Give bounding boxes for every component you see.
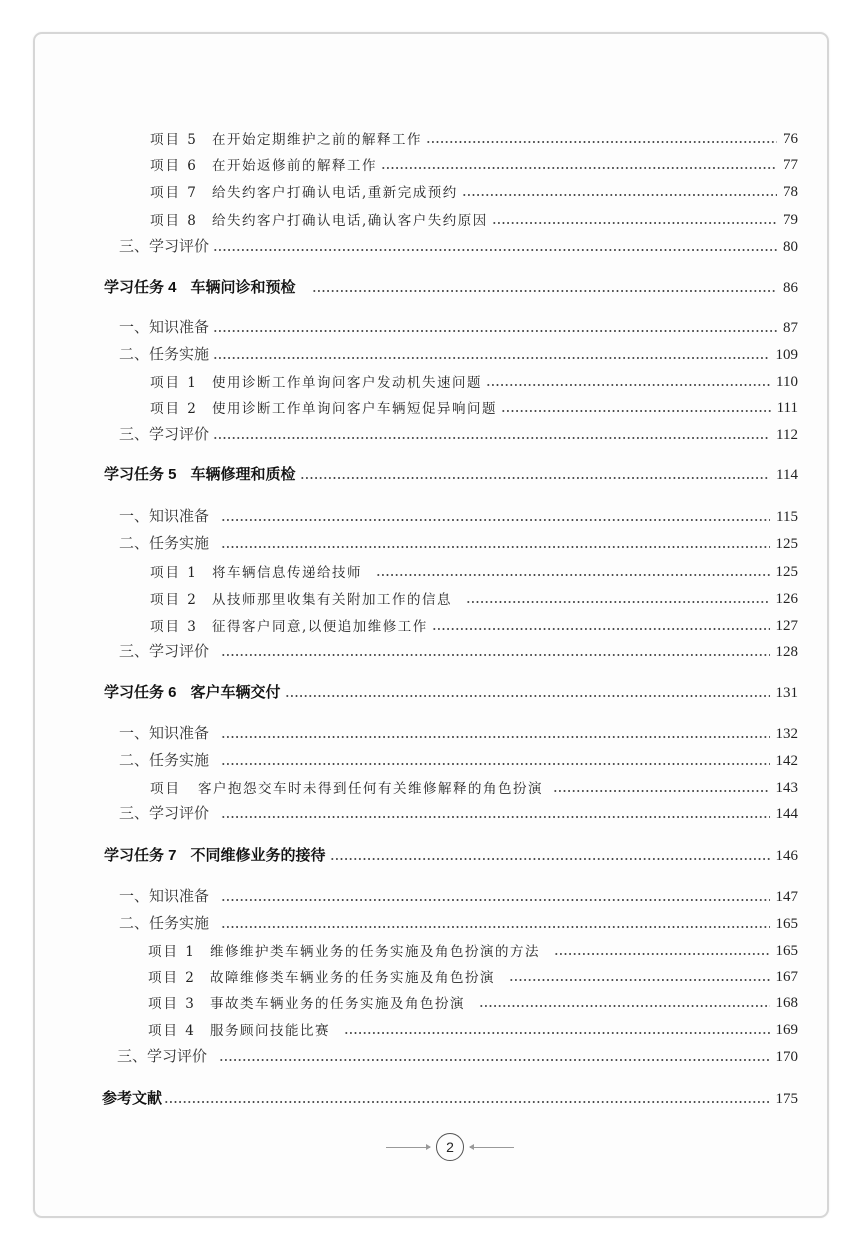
toc-entry[interactable] bbox=[0, 936, 860, 960]
toc-entry-title: 二、任务实施 bbox=[119, 536, 210, 552]
toc-task-number: 学习任务 7 bbox=[104, 847, 177, 864]
toc-entry-number: 项目 4 bbox=[148, 1023, 196, 1039]
toc-entry-page: 79 bbox=[783, 212, 798, 228]
toc-entry[interactable] bbox=[0, 150, 860, 174]
dot-leader bbox=[300, 477, 771, 479]
toc-entry-page: 78 bbox=[783, 184, 798, 200]
dot-leader bbox=[509, 979, 770, 981]
toc-entry-title: 一、知识准备 bbox=[119, 509, 210, 525]
toc-entry-number: 项目 3 bbox=[150, 619, 198, 635]
dot-leader bbox=[219, 1059, 769, 1061]
dot-leader bbox=[221, 519, 770, 521]
dot-leader bbox=[344, 1032, 770, 1034]
toc-entry[interactable] bbox=[0, 988, 860, 1012]
toc-entry-number: 项目 7 bbox=[150, 185, 198, 201]
toc-entry-page: 142 bbox=[775, 753, 798, 769]
toc-entry-number: 项目 8 bbox=[150, 213, 198, 229]
toc-entry-page: 165 bbox=[775, 943, 798, 959]
toc-entry-page: 76 bbox=[783, 131, 798, 147]
toc-entry-title: 给失约客户打确认电话,确认客户失约原因 bbox=[212, 213, 488, 229]
toc-task-title: 客户车辆交付 bbox=[190, 684, 281, 701]
dot-leader bbox=[462, 194, 777, 196]
toc-entry-title: 在开始定期维护之前的解释工作 bbox=[212, 132, 422, 148]
toc-task-title: 车辆问诊和预检 bbox=[190, 279, 296, 296]
dot-leader bbox=[213, 249, 777, 251]
toc-entry-title: 服务顾问技能比赛 bbox=[210, 1023, 330, 1039]
toc-entry-number: 项目 1 bbox=[148, 944, 196, 960]
toc-entry-page: 175 bbox=[775, 1091, 798, 1107]
toc-entry-number: 项目 2 bbox=[150, 401, 198, 417]
toc-entry-page: 128 bbox=[775, 644, 798, 660]
toc-entry[interactable] bbox=[0, 340, 860, 364]
toc-entry-page: 125 bbox=[775, 564, 798, 580]
dot-leader bbox=[221, 926, 769, 928]
toc-entry-title: 给失约客户打确认电话,重新完成预约 bbox=[212, 185, 458, 201]
toc-entry-title: 征得客户同意,以便追加维修工作 bbox=[212, 619, 428, 635]
toc-entry[interactable] bbox=[0, 773, 860, 797]
toc-entry[interactable] bbox=[0, 1042, 860, 1066]
dot-leader bbox=[221, 763, 769, 765]
toc-task-heading[interactable] bbox=[0, 678, 860, 702]
dot-leader bbox=[492, 222, 777, 224]
toc-entry-title: 二、任务实施 bbox=[119, 347, 210, 363]
toc-entry-page: 132 bbox=[775, 726, 798, 742]
toc-entry[interactable] bbox=[0, 584, 860, 608]
toc-entry-page: 109 bbox=[775, 347, 798, 363]
toc-entry-title: 三、学习评价 bbox=[119, 644, 210, 660]
toc-entry-title: 三、学习评价 bbox=[119, 427, 210, 443]
toc-entry[interactable] bbox=[0, 637, 860, 661]
toc-entry-page: 125 bbox=[775, 536, 798, 552]
toc-entry-title: 使用诊断工作单询问客户车辆短促异响问题 bbox=[212, 401, 497, 417]
toc-entry-page: 111 bbox=[776, 400, 798, 416]
toc-entry[interactable] bbox=[0, 502, 860, 526]
toc-entry[interactable] bbox=[0, 746, 860, 770]
dot-leader bbox=[221, 654, 769, 656]
toc-entry-page: 143 bbox=[775, 780, 798, 796]
dot-leader bbox=[330, 858, 770, 860]
toc-entry-number: 项目 bbox=[150, 781, 181, 797]
dot-leader bbox=[553, 790, 770, 792]
arrow-left-icon bbox=[470, 1147, 514, 1148]
toc-entry-page: 114 bbox=[776, 467, 798, 483]
toc-entry-title: 事故类车辆业务的任务实施及角色扮演 bbox=[210, 996, 465, 1012]
dot-leader bbox=[426, 141, 777, 143]
toc-entry-page: 170 bbox=[775, 1049, 798, 1065]
toc-entry-title: 从技师那里收集有关附加工作的信息 bbox=[212, 592, 452, 608]
toc-entry-page: 80 bbox=[783, 239, 798, 255]
toc-entry-title: 三、学习评价 bbox=[119, 806, 210, 822]
dot-leader bbox=[486, 384, 770, 386]
toc-entry[interactable] bbox=[0, 124, 860, 148]
toc-entry[interactable] bbox=[0, 909, 860, 933]
toc-entry[interactable] bbox=[0, 962, 860, 986]
dot-leader bbox=[285, 695, 770, 697]
toc-entry-number: 项目 1 bbox=[150, 565, 198, 581]
toc-entry-number: 项目 5 bbox=[150, 132, 198, 148]
toc-entry-title: 二、任务实施 bbox=[119, 753, 210, 769]
toc-task-heading[interactable] bbox=[0, 273, 860, 297]
toc-entry-title: 一、知识准备 bbox=[119, 320, 210, 336]
toc-entry-title: 使用诊断工作单询问客户发动机失速问题 bbox=[212, 375, 482, 391]
dot-leader bbox=[221, 816, 769, 818]
dot-leader bbox=[501, 410, 771, 412]
toc-entry-number: 项目 6 bbox=[150, 158, 198, 174]
toc-entry[interactable] bbox=[0, 313, 860, 337]
toc-task-number: 学习任务 4 bbox=[104, 279, 177, 296]
toc-task-heading[interactable] bbox=[0, 841, 860, 865]
dot-leader bbox=[213, 357, 769, 359]
toc-entry[interactable] bbox=[0, 177, 860, 201]
toc-entry-title: 二、任务实施 bbox=[119, 916, 210, 932]
toc-entry-page: 168 bbox=[775, 995, 798, 1011]
page-number: 2 bbox=[436, 1133, 464, 1161]
toc-entry[interactable] bbox=[0, 205, 860, 229]
toc-task-heading[interactable] bbox=[0, 1084, 860, 1108]
toc-entry-page: 146 bbox=[775, 848, 798, 864]
toc-task-title: 参考文献 bbox=[102, 1090, 163, 1107]
dot-leader bbox=[213, 330, 777, 332]
toc-entry-number: 项目 2 bbox=[148, 970, 196, 986]
toc-task-number: 学习任务 5 bbox=[104, 466, 177, 483]
toc-entry[interactable] bbox=[0, 529, 860, 553]
toc-entry-title: 维修维护类车辆业务的任务实施及角色扮演的方法 bbox=[210, 944, 540, 960]
toc-entry[interactable] bbox=[0, 1015, 860, 1039]
toc-entry-page: 126 bbox=[775, 591, 798, 607]
page-number-ornament bbox=[380, 1130, 520, 1164]
toc-entry-page: 110 bbox=[776, 374, 798, 390]
toc-task-title: 不同维修业务的接待 bbox=[190, 847, 326, 864]
toc-entry-page: 144 bbox=[775, 806, 798, 822]
dot-leader bbox=[221, 546, 769, 548]
dot-leader bbox=[479, 1005, 770, 1007]
toc-task-number: 学习任务 6 bbox=[104, 684, 177, 701]
toc-entry-number: 项目 3 bbox=[148, 996, 196, 1012]
toc-entry-page: 87 bbox=[783, 320, 798, 336]
toc-entry[interactable] bbox=[0, 420, 860, 444]
toc-entry[interactable] bbox=[0, 557, 860, 581]
toc-entry-page: 115 bbox=[776, 509, 798, 525]
toc-entry-title: 故障维修类车辆业务的任务实施及角色扮演 bbox=[210, 970, 495, 986]
dot-leader bbox=[554, 953, 770, 955]
toc-entry-page: 147 bbox=[775, 889, 798, 905]
dot-leader bbox=[213, 437, 770, 439]
dot-leader bbox=[312, 290, 777, 292]
toc-task-heading[interactable] bbox=[0, 460, 860, 484]
toc-entry[interactable] bbox=[0, 719, 860, 743]
toc-entry-page: 167 bbox=[775, 969, 798, 985]
toc-entry-page: 131 bbox=[775, 685, 798, 701]
toc-entry[interactable] bbox=[0, 882, 860, 906]
toc-entry-title: 客户抱怨交车时未得到任何有关维修解释的角色扮演 bbox=[198, 781, 543, 797]
toc-entry-number: 项目 1 bbox=[150, 375, 198, 391]
toc-entry-title: 三、学习评价 bbox=[117, 1049, 208, 1065]
toc-entry-number: 项目 2 bbox=[150, 592, 198, 608]
toc-entry-page: 77 bbox=[783, 157, 798, 173]
toc-entry-page: 165 bbox=[775, 916, 798, 932]
toc-entry-page: 86 bbox=[783, 280, 798, 296]
toc-entry-page: 112 bbox=[776, 427, 798, 443]
toc-entry-title: 将车辆信息传递给技师 bbox=[212, 565, 362, 581]
dot-leader bbox=[221, 736, 769, 738]
toc-task-title: 车辆修理和质检 bbox=[190, 466, 296, 483]
toc-entry-title: 一、知识准备 bbox=[119, 726, 210, 742]
toc-entry[interactable] bbox=[0, 611, 860, 635]
dot-leader bbox=[432, 628, 770, 630]
dot-leader bbox=[164, 1101, 769, 1103]
toc-entry-page: 169 bbox=[775, 1022, 798, 1038]
dot-leader bbox=[381, 167, 777, 169]
toc-entry[interactable] bbox=[0, 367, 860, 391]
toc-entry-title: 一、知识准备 bbox=[119, 889, 210, 905]
dot-leader bbox=[466, 601, 770, 603]
toc-entry-title: 三、学习评价 bbox=[119, 239, 210, 255]
toc-entry[interactable] bbox=[0, 393, 860, 417]
toc-entry-page: 127 bbox=[775, 618, 798, 634]
toc-entry[interactable] bbox=[0, 232, 860, 256]
toc-entry[interactable] bbox=[0, 799, 860, 823]
toc-entry-title: 在开始返修前的解释工作 bbox=[212, 158, 377, 174]
dot-leader bbox=[376, 574, 770, 576]
dot-leader bbox=[221, 899, 769, 901]
arrow-right-icon bbox=[386, 1147, 430, 1148]
